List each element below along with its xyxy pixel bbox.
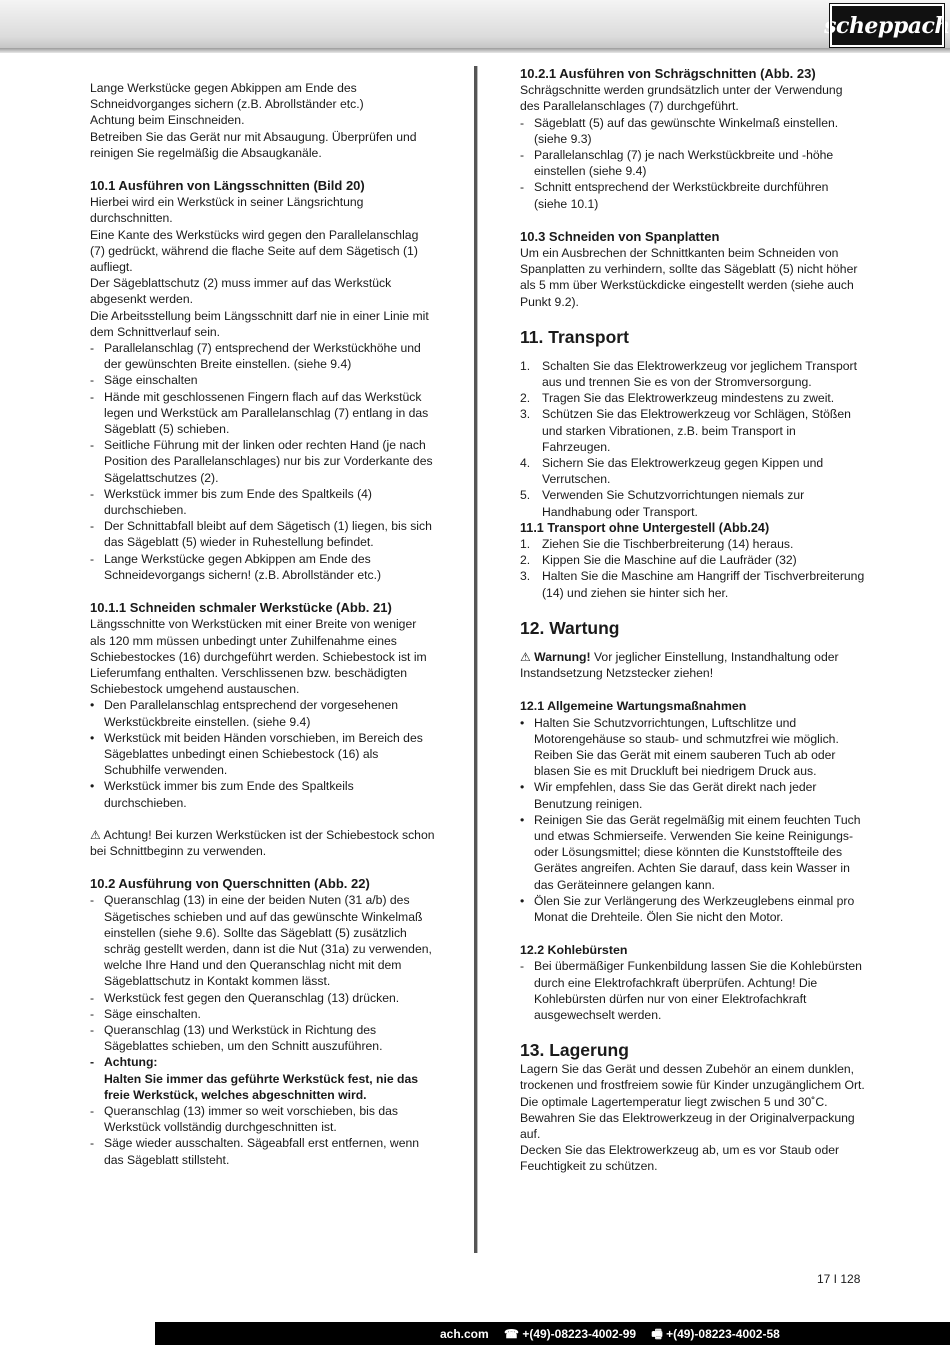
- list-number: 3.: [520, 569, 531, 584]
- list-text: Schalten Sie das Elektrowerkzeug vor jeglichem Transport aus und trennen Sie es von der Stromversorgung.: [542, 358, 857, 390]
- list-item: - Säge einschalten: [90, 372, 435, 388]
- list-number: 1.: [520, 537, 531, 552]
- list-number: 3.: [520, 407, 531, 422]
- list-text: Tragen Sie das Elektrowerkzeug mindestens zu zweit.: [542, 391, 835, 406]
- section-10-1-para: Die Arbeitsstellung beim Längsschnitt darf nie in einer Linie mit dem Schnittverlauf sein.: [90, 308, 429, 339]
- list-item: • Werkstück mit beiden Händen vorschieben, im Bereich des Sägeblattes unbedingt einen Schiebestock (16) als Schubhilfe verwenden.: [90, 730, 435, 779]
- list-text: Ziehen Sie die Tischberbreiterung (14) heraus.: [542, 537, 794, 552]
- left-column: [90, 80, 435, 1168]
- list-item: [520, 568, 865, 600]
- section-10-2-1-title: 10.2.1 Ausführen von Schrägschnitten (Abb. 23): [520, 66, 816, 81]
- list-number: 2.: [520, 553, 531, 568]
- list-item: - Säge wieder ausschalten. Sägeabfall erst entfernen, wenn das Sägeblatt stillsteht.: [90, 1135, 435, 1167]
- list-item: - Der Schnittabfall bleibt auf dem Sägetisch (1) liegen, bis sich das Sägeblatt (5) wieder in Ruhestellung befindet.: [90, 518, 435, 550]
- list-item: [520, 390, 865, 406]
- list-item: • Wir empfehlen, dass Sie das Gerät direkt nach jeder Benutzung reinigen.: [520, 779, 865, 811]
- intro-text-2: Achtung beim Einschneiden.: [90, 113, 245, 128]
- list-item: [520, 552, 865, 568]
- header-shadow: [0, 48, 950, 53]
- footer-fax: 🖷 +(49)-08223-4002-58: [651, 1327, 780, 1341]
- list-number: 4.: [520, 456, 531, 471]
- warning-icon: ⚠: [90, 827, 101, 842]
- section-10-1-para: Eine Kante des Werkstücks wird gegen den Parallelanschlag (7) gedrückt, während die flache Seite auf dem Sägetisch (1) aufliegt.: [90, 227, 419, 275]
- header-band: [0, 0, 950, 52]
- right-column: [520, 66, 865, 1175]
- column-divider-highlight: [477, 66, 478, 1253]
- list-item: • Reinigen Sie das Gerät regelmäßig mit einem feuchten Tuch und etwas Schmierseife. Verwenden Sie keine Reinigungs- oder Lösungsmittel; diese könnten die Kunststoffteile des Gerätes angreifen. Achten Sie darauf, dass kein Wasser in das Geräteinnere gelangen kann.: [520, 812, 865, 893]
- footer-website: ach.com: [440, 1327, 489, 1341]
- achtung-item: [90, 1054, 435, 1103]
- section-10-1-title: 10.1 Ausführen von Längsschnitten (Bild 20): [90, 178, 365, 194]
- list-item: - Sägeblatt (5) auf das gewünschte Winkelmaß einstellen. (siehe 9.3): [520, 115, 865, 147]
- list-text: Halten Sie die Maschine am Hangriff der Tischverbreiterung (14) und ziehen sie hinter sich her.: [542, 569, 865, 600]
- list-item: [520, 455, 865, 487]
- list-item: - Werkstück immer bis zum Ende des Spaltkeils (4) durchschieben.: [90, 486, 435, 518]
- section-10-3-title: 10.3 Schneiden von Spanplatten: [520, 228, 720, 244]
- footer-left-block: [0, 1322, 155, 1345]
- list-item: - Werkstück fest gegen den Queranschlag (13) drücken.: [90, 990, 435, 1006]
- list-item: - Bei übermäßiger Funkenbildung lassen Sie die Kohlebürsten durch eine Elektrofachkraft überprüfen. Achtung! Die Kohlebürsten dürfen nur von einer Elektrofachkraft ausgewechselt werden.: [520, 958, 865, 1023]
- footer-phone: ☎ +(49)-08223-4002-99: [504, 1327, 637, 1341]
- list-text: Kippen Sie die Maschine auf die Laufräder (32): [542, 553, 797, 568]
- page-number: 17 I 128: [817, 1272, 861, 1286]
- section-10-1-1-para: Längsschnitte von Werkstücken mit einer Breite von weniger als 120 mm müssen unbedingt unter Zuhilfenahme eines Schiebestockes (16) durchgeführt werden. Schiebestock ist im Lieferumfang enthalten. Verschlissenen bzw. beschädigten Schiebestock umgehend austauschen.: [90, 617, 427, 697]
- section-12-title: 12. Wartung: [520, 617, 620, 638]
- footer-contact: [440, 1325, 792, 1345]
- list-item: - Schnitt entsprechend der Werkstückbreite durchführen (siehe 10.1): [520, 179, 865, 211]
- section-12-1-list: [520, 715, 865, 926]
- list-item: - Hände mit geschlossenen Fingern flach auf das Werkstück legen und Werkstück am Parallelanschlag (7) entlang in das Sägeblatt (5) schieben.: [90, 389, 435, 438]
- warning-label: Warnung!: [534, 649, 591, 664]
- list-item: - Queranschlag (13) immer so weit vorschieben, bis das Werkstück vollständig durchgeschnitten ist.: [90, 1103, 435, 1135]
- section-10-3-para: Um ein Ausbrechen der Schnittkanten beim Schneiden von Spanplatten zu verhindern, sollte das Sägeblatt (5) nicht höher als 5 mm über Werkstückdicke eingestellt werden (siehe auch Punkt 9.2).: [520, 246, 858, 309]
- list-item: - Queranschlag (13) und Werkstück in Richtung des Sägeblattes schieben, um den Schnitt auszuführen.: [90, 1022, 435, 1054]
- maintenance-warning: [520, 649, 865, 681]
- list-item: - Seitliche Führung mit der linken oder rechten Hand (je nach Position des Parallelanschlages) nur bis zur Vorderkante des Sägelattschutzes (2).: [90, 437, 435, 486]
- section-10-1-list: [90, 340, 435, 583]
- list-item: - Parallelanschlag (7) je nach Werkstückbreite und -höhe einstellen (siehe 9.4): [520, 147, 865, 179]
- list-item: [520, 487, 865, 519]
- list-item: • Den Parallelanschlag entsprechend der vorgesehenen Werkstückbreite einstellen. (siehe 9.4): [90, 697, 435, 729]
- intro-text-1: Lange Werkstücke gegen Abkippen am Ende des Schneidvorganges sichern (z.B. Abrollständer etc.): [90, 81, 364, 112]
- list-item: [520, 536, 865, 552]
- warning-text: Achtung! Bei kurzen Werkstücken ist der Schiebestock schon bei Schnittbeginn zu verwenden.: [90, 827, 435, 858]
- section-11-1-title: 11.1 Transport ohne Untergestell (Abb.24): [520, 520, 770, 535]
- section-10-1-para: Hierbei wird ein Werkstück in seiner Längsrichtung durchschnitten.: [90, 195, 364, 226]
- short-workpiece-warning: [90, 827, 435, 859]
- achtung-text: Halten Sie immer das geführte Werkstück fest, nie das freie Werkstück, welches abgeschnitten wird.: [104, 1071, 419, 1102]
- list-item: • Halten Sie Schutzvorrichtungen, Luftschlitze und Motorengehäuse so staub- und schmutzfrei wie möglich. Reiben Sie das Gerät mit einem sauberen Tuch ab oder blasen Sie es mit Druckluft bei niedrigem Druck aus.: [520, 715, 865, 780]
- section-13-para: Decken Sie das Elektrowerkzeug ab, um es vor Staub oder Feuchtigkeit zu schützen.: [520, 1143, 840, 1174]
- section-10-2-title: 10.2 Ausführung von Querschnitten (Abb. 22): [90, 876, 370, 892]
- section-10-2-list: [90, 892, 435, 1167]
- section-10-1-1-list: [90, 697, 435, 810]
- list-number: 2.: [520, 391, 531, 406]
- section-11-list: [520, 358, 865, 520]
- list-number: 5.: [520, 488, 531, 503]
- list-item: • Werkstück immer bis zum Ende des Spaltkeils durchschieben.: [90, 778, 435, 810]
- section-12-1-title: 12.1 Allgemeine Wartungsmaßnahmen: [520, 699, 747, 714]
- list-number: 1.: [520, 358, 531, 373]
- warning-text: Vor jeglicher Einstellung, Instandhaltung oder Instandsetzung Netzstecker ziehen!: [520, 649, 839, 681]
- list-item: [520, 358, 865, 390]
- section-10-1-1-title: 10.1.1 Schneiden schmaler Werkstücke (Abb. 21): [90, 600, 392, 616]
- scheppach-logo: scheppach: [830, 4, 944, 47]
- section-10-2-1-list: [520, 115, 865, 212]
- list-text: Schützen Sie das Elektrowerkzeug vor Schlägen, Stößen und starken Vibrationen, z.B. beim Transport in Fahrzeugen.: [542, 407, 851, 454]
- list-item: - Lange Werkstücke gegen Abkippen am Ende des Schneidevorgangs sichern! (z.B. Abrollständer etc.): [90, 551, 435, 583]
- list-item: - Säge einschalten.: [90, 1006, 435, 1022]
- section-11-1-list: [520, 536, 865, 601]
- list-item: - Parallelanschlag (7) entsprechend der Werkstückhöhe und der gewünschten Breite einstellen. (siehe 9.4): [90, 340, 435, 372]
- section-10-1-para: Der Sägeblattschutz (2) muss immer auf das Werkstück abgesenkt werden.: [90, 276, 392, 307]
- achtung-label: Achtung:: [104, 1055, 158, 1070]
- section-12-2-title: 12.2 Kohlebürsten: [520, 943, 628, 958]
- section-11-title: 11. Transport: [520, 326, 629, 347]
- list-item: • Ölen Sie zur Verlängerung des Werkzeuglebens einmal pro Monat die Drehteile. Ölen Sie nicht den Motor.: [520, 893, 865, 925]
- section-13-para: Bewahren Sie das Elektrowerkzeug in der Originalverpackung auf.: [520, 1110, 855, 1141]
- section-10-2-1-para: Schrägschnitte werden grundsätzlich unter der Verwendung des Parallelanschlages (7) durchgeführt.: [520, 83, 843, 114]
- list-item: - Queranschlag (13) in eine der beiden Nuten (31 a/b) des Sägetisches schieben und auf das gewünschte Winkelmaß einstellen (siehe 9.6). Sollte das Sägeblatt (5) zusätzlich schräg gestellt werden, dann ist die Nut (31a) zu verwenden, welche Ihre Hand und den Queranschlag nicht mit dem Sägeblattschutz in Kontakt kommen lässt.: [90, 892, 435, 989]
- list-item: [520, 406, 865, 455]
- section-13-title: 13. Lagerung: [520, 1040, 629, 1061]
- section-13-para: Lagern Sie das Gerät und dessen Zubehör an einem dunklen, trockenen und frostfreiem sowie für Kinder unzugänglichem Ort. Die optimale Lagertemperatur liegt zwischen 5 und 30˚C.: [520, 1062, 865, 1109]
- list-text: Verwenden Sie Schutzvorrichtungen niemals zur Handhabung oder Transport.: [542, 488, 805, 519]
- section-12-2-list: [520, 958, 865, 1023]
- list-text: Sichern Sie das Elektrowerkzeug gegen Kippen und Verrutschen.: [542, 456, 824, 487]
- intro-text-3: Betreiben Sie das Gerät nur mit Absaugung. Überprüfen und reinigen Sie regelmäßig die Absaugkanäle.: [90, 129, 417, 160]
- warning-icon: ⚠: [520, 649, 531, 664]
